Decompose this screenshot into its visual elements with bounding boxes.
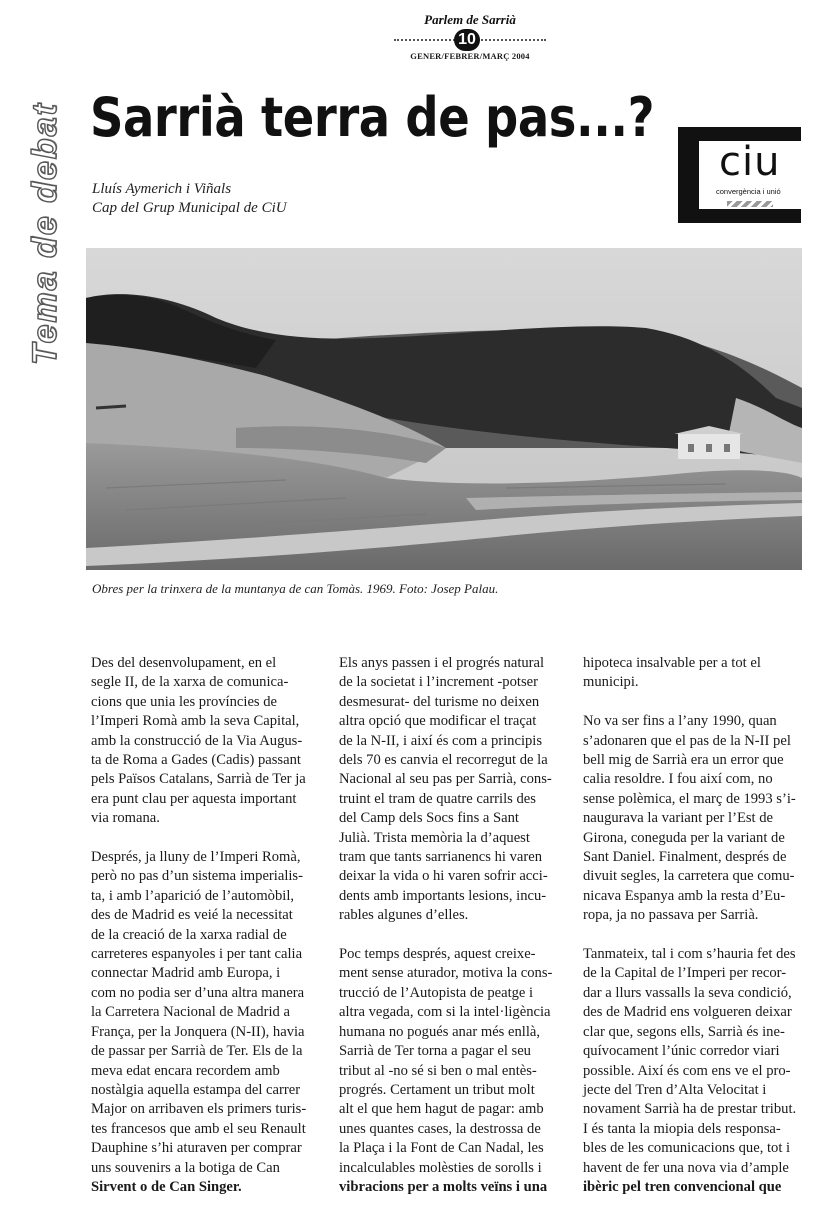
page-number-line xyxy=(380,29,560,51)
author-name: Lluís Aymerich i Viñals xyxy=(92,181,232,197)
issue-date: GENER/FEBRER/MARÇ 2004 xyxy=(410,51,530,61)
section-label: Tema de debat xyxy=(26,102,64,365)
page-header xyxy=(380,12,560,61)
paragraph: Després, ja lluny de l’Imperi Romà, però no pas d’un sistema imperialis- ta, i amb l’aparició de l’automòbil, des de Madrid es veié la necessitat de la creació de la xarxa radial de carreteres espanyoles i per tant calia connectar Madrid amb Europa, i com no podia ser d’una altra manera la Carretera Nacional de Madrid a França, per la Jonquera (N-II), havia de passar per Sarrià de Ter. Els de la meva edat encara recordem amb nostàlgia aquella estampa del carrer Major on arribaven els primers turis- tes francesos que amb el seu Renault Dauphine s’hi aturaven per comprar uns souvenirs a la botiga de Can xyxy=(91,849,307,1176)
paragraph-continuation: Sirvent o de Can Singer. xyxy=(91,1178,242,1195)
article-title: Sarrià terra de pas...? xyxy=(90,86,655,149)
landscape-photo-illustration xyxy=(86,248,802,570)
photo-caption: Obres per la trinxera de la muntanya de can Tomàs. 1969. Foto: Josep Palau. xyxy=(92,581,499,596)
logo-inner xyxy=(699,141,801,209)
paragraph: Poc temps després, aquest creixe- ment sense aturador, motiva la cons- trucció de l’Autopista de peatge i altra vegada, com si la intel·ligència humana no pogués anar més enllà, Sarrià de Ter torna a pagar el seu tribut al -no sé si ben o mal entès- progrés. Certament un tribut molt alt el que hem hagut de pagar: amb unes quantes cases, la destrossa de la Plaça i la Font de Can Nadal, les incalculables molèsties de sorolls i xyxy=(339,946,553,1176)
article-photo xyxy=(86,248,802,570)
logo-wordmark: ciu xyxy=(719,139,781,185)
page-number: 10 xyxy=(454,29,480,51)
paragraph: Tanmateix, tal i com s’hauria fet des de la Capital de l’Imperi per recor- dar a llurs vassalls la seva condició, des de Madrid ens volgueren deixar clar que, segons ells, Sarrià és ine- quívocament l’únic corredor viari possible. Així és com ens ve el pro- jecte del Tren d’Alta Velocitat i novament Sarrià ha de prestar tribut. I és tanta la miopia dels responsa- bles de les comunicacions que, tot i havent de fer una nova via d’ample xyxy=(583,946,797,1176)
author-role: Cap del Grup Municipal de CiU xyxy=(92,200,287,216)
paragraph: hipoteca insalvable per a tot el municipi. xyxy=(583,655,761,691)
paragraph-continuation: vibracions per a molts veïns i una xyxy=(339,1178,548,1195)
ciu-logo xyxy=(678,127,801,223)
text-column-1 xyxy=(91,654,311,1217)
paragraph-continuation: ibèric pel tren convencional que xyxy=(583,1178,782,1195)
paragraph: No va ser fins a l’any 1990, quan s’adonaren que el pas de la N-II pel bell mig de Sarrià era un error que calia resoldre. I fou així com, no sense polèmica, el març de 1993 s’i- naugurava la variant per l’Est de Girona, coneguda per la variant de Sant Daniel. Finalment, després de divuit segles, la carretera que comu- nicava Espanya amb la resta d’Eu- ropa, ja no passava per Sarrià. xyxy=(583,713,796,924)
byline xyxy=(92,180,287,218)
paragraph: Els anys passen i el progrés natural de la societat i l’increment -potser desmesurat- del turisme no deixen altra opció que modificar el traçat de la N-II, i així és com a principis dels 70 es canvia el recorregut de la Nacional al seu pas per Sarrià, cons- truint el tram de quatre carrils des del Camp dels Socs fins a Sant Julià. Trista memòria la d’aquest tram que tants sarrianencs hi varen deixar la vida o hi varen sofrir acci- dents amb importants lesions, incu- rables algunes d’elles. xyxy=(339,655,552,924)
logo-stripes xyxy=(727,201,773,207)
text-column-3 xyxy=(583,654,803,1217)
paragraph: Des del desenvolupament, en el segle II, de la xarxa de comunica- cions que unia les províncies de l’Imperi Romà amb la seva Capital, amb la construcció de la Via Augus- ta de Roma a Gades (Cadis) passant pels Països Catalans, Sarrià de Ter ja era punt clau per aquesta important via romana. xyxy=(91,655,306,827)
text-column-2 xyxy=(339,654,563,1217)
publication-name: Parlem de Sarrià xyxy=(424,12,516,27)
logo-subtitle: convergència i unió xyxy=(716,187,781,196)
